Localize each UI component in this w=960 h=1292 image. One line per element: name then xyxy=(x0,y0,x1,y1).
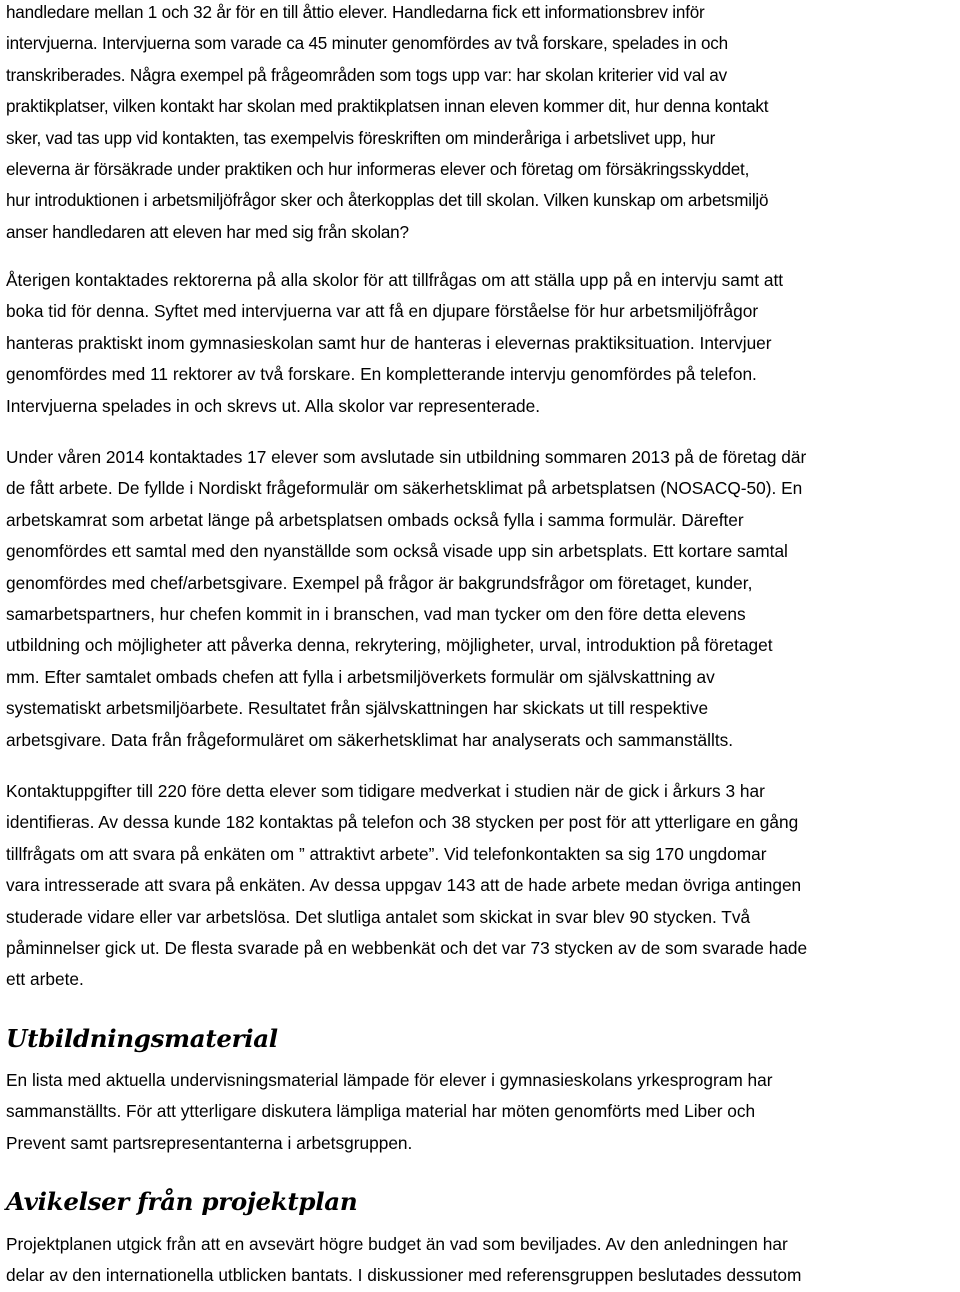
text-line: systematiskt arbetsmiljöarbete. Resultatet från självskattningen har skickats ut till respektive xyxy=(6,698,709,719)
section-heading-deviations: Avikelser från projektplan xyxy=(6,1187,358,1216)
text-line: genomfördes med chef/arbetsgivare. Exempel på frågor är bakgrundsfrågor om företaget, kunder, xyxy=(6,572,753,593)
text-line: arbetsgivare. Data från frågeformuläret om säkerhetsklimat har analyserats och sammanställts. xyxy=(6,729,734,750)
text-line: transkriberades. Några exempel på frågeområden som togs upp var: har skolan kriterier vid val av xyxy=(6,65,727,85)
text-line: intervjuerna. Intervjuerna som varade ca 45 minuter genomfördes av två forskare, spelades in och xyxy=(6,34,728,54)
text-line: sker, vad tas upp vid kontakten, tas exempelvis föreskriften om minderåriga i arbetslivet upp, hur xyxy=(6,128,716,148)
text-line: genomfördes med 11 rektorer av två forskare. En kompletterande intervju genomfördes på telefon. xyxy=(6,364,757,385)
text-line: vara intresserade att svara på enkäten. Av dessa uppgav 143 att de hade arbete medan övriga antingen xyxy=(6,875,802,896)
text-line: Kontaktuppgifter till 220 före detta elever som tidigare medverkat i studien när de gick i årkurs 3 har xyxy=(6,781,765,801)
paragraph-deviations xyxy=(6,1229,801,1292)
text-line: Intervjuerna spelades in och skrevs ut. Alla skolor var representerade. xyxy=(6,395,541,416)
text-line: hanteras praktiskt inom gymnasieskolan samt hur de hanteras i elevernas praktiksituation. Intervjuer xyxy=(6,332,772,353)
text-line: genomfördes ett samtal med den nyanställde som också visade upp sin arbetsplats. Ett kortare samtal xyxy=(6,541,788,562)
text-line: handledare mellan 1 och 32 år för en till åttio elever. Handledarna fick ett informationsbrev inför xyxy=(6,3,705,22)
text-line: En lista med aktuella undervisningsmaterial lämpade för elever i gymnasieskolans yrkesprogram har xyxy=(6,1070,773,1090)
text-line: identifieras. Av dessa kunde 182 kontaktas på telefon och 38 stycken per post för att ytterligare en gång xyxy=(6,812,799,833)
text-line: utbildning och möjligheter att påverka denna, rekrytering, möjligheter, urval, introduktion på företaget xyxy=(6,635,773,656)
text-line: anser handledaren att eleven har med sig från skolan? xyxy=(6,222,409,242)
paragraph-former-students xyxy=(6,776,807,996)
section-heading-training-material: Utbildningsmaterial xyxy=(6,1024,278,1053)
text-line: arbetskamrat som arbetat länge på arbetsplatsen ombads också fylla i samma formulär. Därefter xyxy=(6,509,744,530)
paragraph-interviews-principals xyxy=(6,265,783,422)
paragraph-interviews-supervisors xyxy=(6,0,768,248)
text-line: Återigen kontaktades rektorerna på alla skolor för att tillfrågas om att ställa upp på en intervju samt att xyxy=(6,270,784,290)
paragraph-spring-2014 xyxy=(6,442,806,756)
text-line: tillfrågats om att svara på enkäten om ” attraktivt arbete”. Vid telefonkontakten sa sig 170 ungdomar xyxy=(6,843,767,864)
text-line: hur introduktionen i arbetsmiljöfrågor sker och återkopplas det till skolan. Vilken kunskap om arbetsmiljö xyxy=(6,191,769,211)
text-line: mm. Efter samtalet ombads chefen att fylla i arbetsmiljöverkets formulär om självskattning av xyxy=(6,666,715,687)
text-line: ett arbete. xyxy=(6,969,84,990)
text-line: delar av den internationella utblicken bantats. I diskussioner med referensgruppen beslutades dessutom xyxy=(6,1265,802,1286)
text-line: studerade vidare eller var arbetslösa. Det slutliga antalet som skickat in svar blev 90 stycken. Två xyxy=(6,906,751,927)
text-line: Prevent samt partsrepresentanterna i arbetsgruppen. xyxy=(6,1132,413,1153)
text-line: praktikplatser, vilken kontakt har skolan med praktikplatsen innan eleven kommer dit, hur denna kontakt xyxy=(6,97,769,117)
paragraph-training-material xyxy=(6,1065,773,1159)
text-line: boka tid för denna. Syftet med intervjuerna var att få en djupare förståelse för hur arbetsmiljöfrågor xyxy=(6,301,759,322)
text-line: påminnelser gick ut. De flesta svarade på en webbenkät och det var 73 stycken av de som svarade hade xyxy=(6,937,808,958)
text-line: Under våren 2014 kontaktades 17 elever som avslutade sin utbildning sommaren 2013 på de företag där xyxy=(6,447,807,467)
text-line: Projektplanen utgick från att en avsevärt högre budget än vad som beviljades. Av den anledningen har xyxy=(6,1234,788,1254)
text-line: de fått arbete. De fyllde i Nordiskt frågeformulär om säkerhetsklimat på arbetsplatsen (NOSACQ-50). En xyxy=(6,478,803,499)
text-line: sammanställts. För att ytterligare diskutera lämpliga material har möten genomförts med Liber och xyxy=(6,1101,756,1122)
text-line: samarbetspartners, hur chefen kommit in i branschen, vad man tycker om den före detta elevens xyxy=(6,603,746,624)
text-line: eleverna är försäkrade under praktiken och hur informeras elever och företag om försäkringsskyddet, xyxy=(6,159,750,179)
